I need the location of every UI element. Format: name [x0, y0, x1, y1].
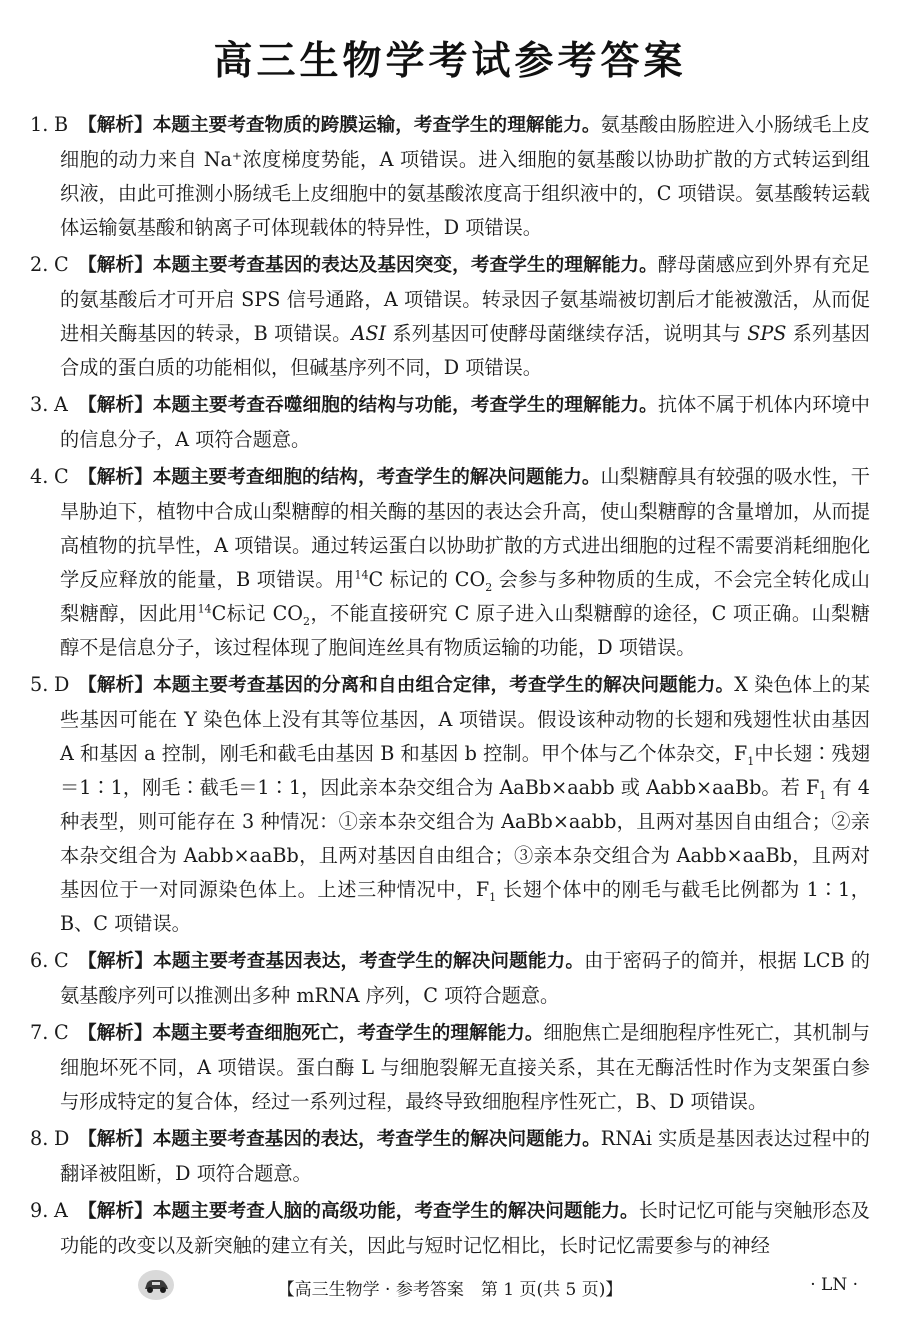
item-number: 9.: [30, 1199, 49, 1222]
analysis-text: 长翅个体中的刚毛与截毛比例都为 1∶1，B、C 项错误。: [60, 878, 870, 935]
isotope-superscript: 14: [197, 602, 212, 616]
answer-letter: D: [54, 1127, 70, 1150]
analysis-text: RNAi 实质是基因表达过程中的翻译被阻断，D 项符合题意。: [60, 1127, 870, 1185]
answer-item-4: [30, 460, 870, 665]
analysis-lead: 【解析】本题主要考查基因表达，考查学生的解决问题能力。: [78, 951, 585, 972]
answer-letter: C: [54, 253, 69, 276]
analysis-text: 由于密码子的简并，根据 LCB 的氨基酸序列可以推测出多种 mRNA 序列，C 项符合题意。: [60, 949, 870, 1007]
analysis-text: 细胞焦亡是细胞程序性死亡，其机制与细胞坏死不同，A 项错误。蛋白酶 L 与细胞裂解无直接关系，其在无酶活性时作为支架蛋白参与形成特定的复合体，经过一系列过程，最终导致细胞程序性死亡，B、D 项错误。: [60, 1021, 870, 1113]
answer-list: [30, 108, 870, 1266]
analysis-lead: 【解析】本题主要考查物质的跨膜运输，考查学生的理解能力。: [78, 115, 601, 136]
answer-letter: C: [54, 465, 69, 488]
answer-letter: D: [54, 673, 70, 696]
analysis-text: 长时记忆可能与突触形态及功能的改变以及新突触的建立有关，因此与短时记忆相比，长时记忆需要参与的神经: [60, 1199, 870, 1257]
analysis-lead: 【解析】本题主要考查基因的表达及基因突变，考查学生的理解能力。: [78, 255, 658, 276]
analysis-text: 系列基因合成的蛋白质的功能相似，但碱基序列不同，D 项错误。: [60, 322, 870, 379]
page-title: 高三生物学考试参考答案: [213, 39, 687, 84]
answer-letter: A: [54, 1199, 68, 1222]
isotope-superscript: 14: [354, 568, 369, 582]
answer-letter: B: [54, 113, 69, 136]
analysis-lead: 【解析】本题主要考查人脑的高级功能，考查学生的解决问题能力。: [78, 1201, 639, 1222]
analysis-text: 有 4 种表型，则可能存在 3 种情况：①亲本杂交组合为 AaBb×aabb，且两对基因自由组合；②亲本杂交组合为 Aabb×aaBb，且两对基因自由组合；③亲本杂交组合为 Aabb×aaBb，且两对基因位于一对同源染色体上。上述三种情况中，F: [60, 776, 871, 901]
analysis-text: X 染色体上的某些基因可能在 Y 染色体上没有其等位基因，A 项错误。假设该种动物的长翅和残翅性状由基因 A 和基因 a 控制，刚毛和截毛由基因 B 和基因 b 控制。甲个体与乙个体杂交，F: [60, 673, 870, 765]
analysis-lead: 【解析】本题主要考查细胞的结构，考查学生的解决问题能力。: [78, 467, 601, 488]
answer-item-6: [30, 944, 870, 1013]
item-number: 6.: [30, 949, 49, 972]
co2-subscript: 2: [485, 580, 493, 594]
analysis-text: 酵母菌感应到外界有充足的氨基酸后才可开启 SPS 信号通路，A 项错误。转录因子氨基端被切割后才能被激活，从而促进相关酶基因的转录，B 项错误。: [60, 253, 870, 345]
footer-code: · LN ·: [810, 1275, 858, 1295]
f1-subscript: 1: [489, 890, 497, 904]
analysis-text: 氨基酸由肠腔进入小肠绒毛上皮细胞的动力来自 Na⁺浓度梯度势能，A 项错误。进入细胞的氨基酸以协助扩散的方式转运到组织液，由此可推测小肠绒毛上皮细胞中的氨基酸浓度高于组织液中的，C 项错误。氨基酸转运载体运输氨基酸和钠离子可体现载体的特异性，D 项错误。: [60, 113, 870, 239]
f1-subscript: 1: [819, 788, 827, 802]
answer-item-2: [30, 248, 870, 385]
item-number: 4.: [30, 465, 49, 488]
item-number: 2.: [30, 253, 49, 276]
item-number: 3.: [30, 393, 49, 416]
item-number: 5.: [30, 673, 49, 696]
analysis-lead: 【解析】本题主要考查基因的分离和自由组合定律，考查学生的解决问题能力。: [78, 675, 735, 696]
gene-name: ASI: [351, 322, 387, 345]
co2-subscript: 2: [303, 614, 310, 628]
analysis-text: 系列基因可使酵母菌继续存活，说明其与: [386, 322, 748, 345]
analysis-lead: 【解析】本题主要考查细胞死亡，考查学生的理解能力。: [78, 1023, 544, 1044]
analysis-text: C标记 CO: [211, 602, 303, 625]
answer-item-3: [30, 388, 870, 457]
item-number: 1.: [30, 113, 49, 136]
analysis-lead: 【解析】本题主要考查吞噬细胞的结构与功能，考查学生的理解能力。: [78, 395, 658, 416]
answer-letter: A: [54, 393, 68, 416]
answer-item-9: [30, 1194, 870, 1263]
answer-letter: C: [54, 1021, 69, 1044]
analysis-lead: 【解析】本题主要考查基因的表达，考查学生的解决问题能力。: [78, 1129, 601, 1150]
analysis-text: ，不能直接研究 C 原子进入山梨糖醇的途径，C 项正确。山梨糖醇不是信息分子，该过程体现了胞间连丝具有物质运输的功能，D 项错误。: [60, 602, 870, 659]
analysis-text: 中长翅∶残翅＝1∶1，刚毛∶截毛＝1∶1，因此亲本杂交组合为 AaBb×aabb 或 Aabb×aaBb。若 F: [60, 742, 871, 799]
page-footer: [0, 1267, 900, 1307]
answer-item-7: [30, 1016, 870, 1119]
analysis-text: 抗体不属于机体内环境中的信息分子，A 项符合题意。: [60, 393, 870, 451]
answer-item-8: [30, 1122, 870, 1191]
f1-subscript: 1: [747, 754, 755, 768]
answer-item-5: [30, 668, 870, 941]
answer-item-1: [30, 108, 870, 245]
analysis-text: C 标记的 CO: [368, 568, 486, 591]
analysis-text: 山梨糖醇具有较强的吸水性，干旱胁迫下，植物中合成山梨糖醇的相关酶的基因的表达会升高，使山梨糖醇的含量增加，从而提高植物的抗旱性，A 项错误。通过转运蛋白以协助扩散的方式进出细胞的过程不需要消耗细胞化学反应释放的能量，B 项错误。用: [60, 465, 870, 591]
answer-letter: C: [54, 949, 69, 972]
item-number: 8.: [30, 1127, 49, 1150]
gene-name: SPS: [747, 322, 787, 345]
analysis-text: 会参与多种物质的生成，不会完全转化成山梨糖醇，因此用: [60, 568, 870, 625]
item-number: 7.: [30, 1021, 49, 1044]
footer-page-info: 【高三生物学 · 参考答案 第 1 页(共 5 页)】: [277, 1280, 623, 1300]
